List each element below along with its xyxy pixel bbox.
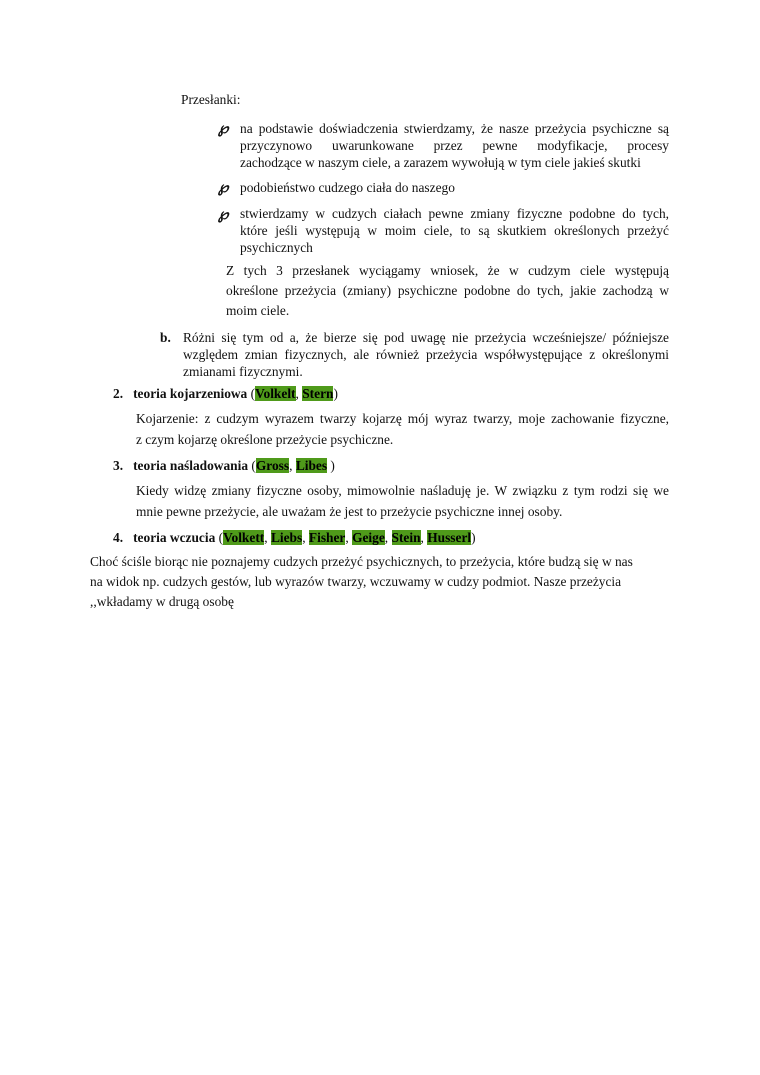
premise-bullet-1 bbox=[240, 120, 669, 171]
theory-2-line-2: z czym kojarzę określone przeżycie psychiczne. bbox=[136, 432, 394, 447]
author-fisher: Fisher bbox=[308, 530, 346, 545]
theory-3-close-paren: ) bbox=[327, 458, 335, 473]
theory-2-number: 2. bbox=[113, 386, 124, 401]
item-b-line-2: względem zmian fizycznych, ale również przeżycia współwystępujące z określonymi bbox=[183, 347, 669, 362]
item-b-line-3: zmianami fizycznymi. bbox=[183, 364, 303, 379]
author-libes: Libes bbox=[295, 458, 328, 473]
theory-3-line-2: mnie pewne przeżycie, ale uważam że jest to przeżycie psychiczne innej osoby. bbox=[136, 504, 563, 519]
bullet-1-line-3: zachodzące w naszym ciele, a zarazem wywołują w tym ciele jakieś skutki bbox=[240, 155, 641, 170]
theory-2-title: teoria kojarzeniowa bbox=[133, 386, 248, 401]
closing-line-2: na widok np. cudzych gestów, lub wyrazów twarzy, wczuwamy w cudzy podmiot. Nasze przeżycia bbox=[90, 574, 622, 589]
theory-2-line-1: Kojarzenie: z cudzym wyrazem twarzy kojarzę mój wyraz twarzy, moje zachowanie fizyczne, bbox=[136, 411, 669, 426]
theory-2-heading: 2. teoria kojarzeniowa (Volkelt, Stern) bbox=[113, 386, 338, 401]
theory-3-line-1: Kiedy widzę zmiany fizyczne osoby, mimowolnie naśladuję je. W związku z tym rodzi się we bbox=[136, 483, 669, 498]
closing-paragraph bbox=[90, 552, 670, 612]
pi-symbol-bullet-icon: ℘ bbox=[218, 121, 229, 137]
theory-3-number: 3. bbox=[113, 458, 124, 473]
conclusion-line-2: określone przeżycia (zmiany) psychiczne podobne do tych, jakie zachodzą w bbox=[226, 283, 669, 298]
premises-heading: Przesłanki: bbox=[181, 92, 241, 107]
bullet-3-line-2: które jeśli występują w moim ciele, to są skutkiem określonych przeżyć bbox=[240, 223, 669, 238]
author-volkett: Volkett bbox=[223, 530, 265, 545]
theory-3-heading: 3. teoria naśladowania (Gross, Libes ) bbox=[113, 458, 335, 473]
theory-4-number: 4. bbox=[113, 530, 124, 545]
author-volkelt: Volkelt bbox=[255, 386, 296, 401]
theory-4-heading: 4. teoria wczucia (Volkett, Liebs, Fisher, Geige, Stein, Husserl) bbox=[113, 530, 476, 545]
pi-symbol-bullet-icon: ℘ bbox=[218, 180, 229, 196]
theory-2-close-paren: ) bbox=[333, 386, 338, 401]
author-gross: Gross bbox=[255, 458, 290, 473]
closing-line-3: ,,wkładamy w drugą osobę bbox=[90, 594, 234, 609]
theory-4-close-paren: ) bbox=[471, 530, 476, 545]
item-b-line-1: Różni się tym od a, że bierze się pod uwagę nie przeżycia wcześniejsze/ późniejsze bbox=[183, 330, 669, 345]
premises-conclusion bbox=[226, 261, 669, 321]
theory-4-title: teoria wczucia bbox=[133, 530, 216, 545]
bullet-3-line-3: psychicznych bbox=[240, 240, 313, 255]
theory-3-body bbox=[136, 480, 669, 522]
theory-3-title: teoria naśladowania bbox=[133, 458, 249, 473]
bullet-3-line-1: stwierdzamy w cudzych ciałach pewne zmiany fizyczne podobne do tych, bbox=[240, 206, 669, 221]
conclusion-line-1: Z tych 3 przesłanek wyciągamy wniosek, że w cudzym ciele występują bbox=[226, 263, 669, 278]
author-husserl: Husserl bbox=[427, 530, 472, 545]
pi-symbol-bullet-icon: ℘ bbox=[218, 207, 229, 223]
premise-bullet-2 bbox=[240, 179, 669, 196]
item-b-marker: b. bbox=[160, 330, 171, 345]
author-stein: Stein bbox=[391, 530, 421, 545]
bullet-1-line-2: przyczynowo uwarunkowane przez pewne modyfikacje, procesy bbox=[240, 138, 669, 153]
item-b-text bbox=[183, 329, 669, 380]
closing-line-1: Choć ściśle biorąc nie poznajemy cudzych przeżyć psychicznych, to przeżycia, które budzą się w nas bbox=[90, 554, 633, 569]
author-stern: Stern bbox=[302, 386, 334, 401]
bullet-1-line-1: na podstawie doświadczenia stwierdzamy, że nasze przeżycia psychiczne są bbox=[240, 121, 669, 136]
conclusion-line-3: moim ciele. bbox=[226, 303, 290, 318]
bullet-2-line-1: podobieństwo cudzego ciała do naszego bbox=[240, 180, 455, 195]
theory-2-body bbox=[136, 408, 669, 450]
author-geige: Geige bbox=[352, 530, 385, 545]
premise-bullet-3 bbox=[240, 205, 669, 256]
author-liebs: Liebs bbox=[270, 530, 303, 545]
